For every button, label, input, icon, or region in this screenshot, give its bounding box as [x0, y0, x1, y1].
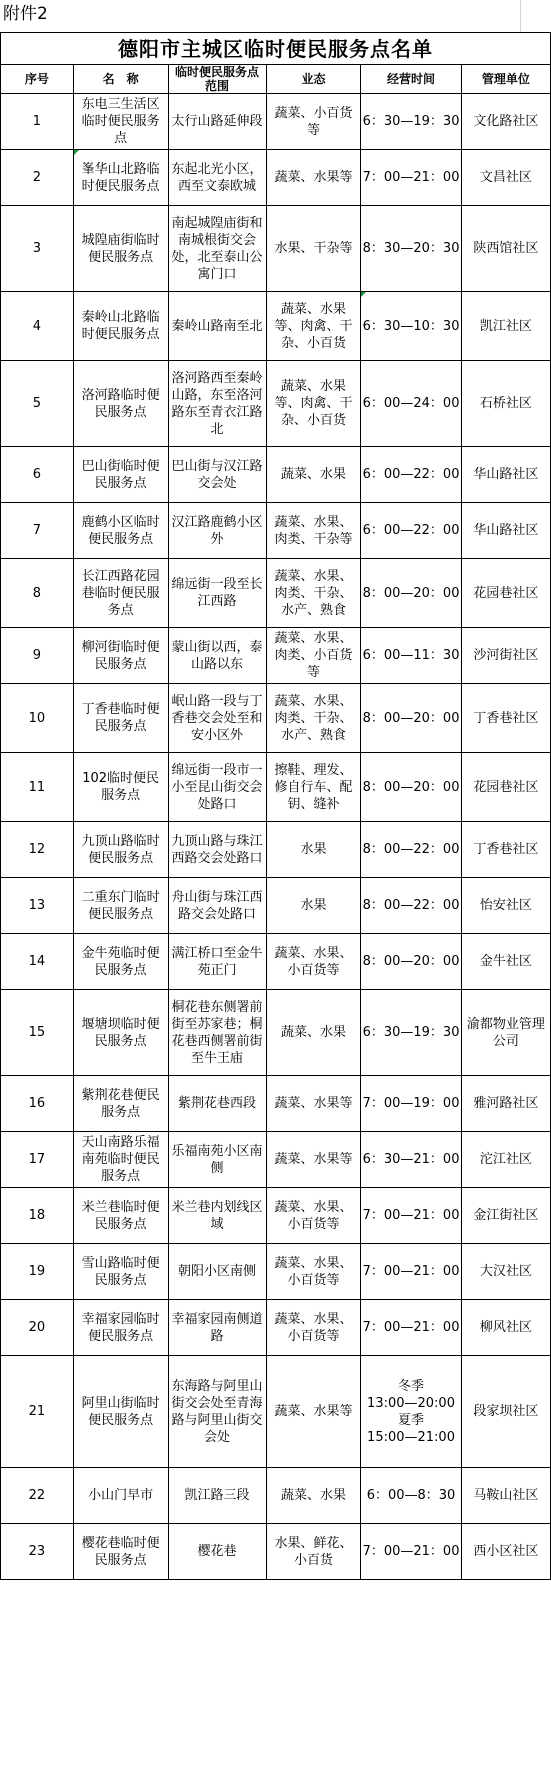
cell-name: 巴山街临时便民服务点	[73, 447, 168, 503]
table-row	[1, 878, 551, 934]
spreadsheet-gridline	[520, 0, 551, 32]
cell-range: 绵远街一段市一小至昆山街交会处路口	[168, 753, 266, 822]
cell-unit: 花园巷社区	[461, 559, 550, 628]
cell-hours: 7：00—21：00	[361, 150, 461, 206]
cell-business: 蔬菜、水果、肉类、小百货等	[266, 628, 361, 684]
cell-no: 7	[1, 503, 74, 559]
table-row	[1, 1524, 551, 1580]
cell-business: 蔬菜、水果、小百货等	[266, 1244, 361, 1300]
cell-hours: 7：00—21：00	[361, 1300, 461, 1356]
cell-unit: 沙河街社区	[461, 628, 550, 684]
cell-hours: 7：00—19：00	[361, 1076, 461, 1132]
cell-unit: 丁香巷社区	[461, 684, 550, 753]
cell-hours: 6：00—24：00	[361, 361, 461, 447]
attachment-label: 附件2	[3, 4, 48, 24]
cell-business: 水果、鲜花、小百货	[266, 1524, 361, 1580]
header-row	[1, 65, 551, 94]
cell-range: 绵远街一段至长江西路	[168, 559, 266, 628]
cell-unit: 华山路社区	[461, 503, 550, 559]
cell-business: 蔬菜、水果等	[266, 1132, 361, 1188]
cell-range: 蒙山街以西，泰山路以东	[168, 628, 266, 684]
cell-hours: 6：00—22：00	[361, 503, 461, 559]
cell-hours: 8：00—20：00	[361, 934, 461, 990]
header-unit: 管理单位	[461, 65, 550, 94]
table-row	[1, 1076, 551, 1132]
cell-range: 紫荆花巷西段	[168, 1076, 266, 1132]
cell-business: 蔬菜、水果	[266, 990, 361, 1076]
table-row	[1, 822, 551, 878]
table-row	[1, 1468, 551, 1524]
cell-business: 水果、干杂等	[266, 206, 361, 292]
cell-business: 蔬菜、小百货等	[266, 94, 361, 150]
cell-name: 洛河路临时便民服务点	[73, 361, 168, 447]
cell-business: 蔬菜、水果、肉类、干杂、水产、熟食	[266, 559, 361, 628]
cell-unit: 金江街社区	[461, 1188, 550, 1244]
cell-range: 东起北光小区，西至文泰欧城	[168, 150, 266, 206]
cell-name: 幸福家园临时便民服务点	[73, 1300, 168, 1356]
header-no: 序号	[1, 65, 74, 94]
cell-hours: 6：30—10：30	[361, 292, 461, 361]
cell-business: 蔬菜、水果等	[266, 1356, 361, 1468]
cell-no: 8	[1, 559, 74, 628]
cell-unit: 花园巷社区	[461, 753, 550, 822]
cell-range: 幸福家园南侧道路	[168, 1300, 266, 1356]
table-row	[1, 1188, 551, 1244]
cell-business: 蔬菜、水果	[266, 1468, 361, 1524]
cell-name: 峯华山北路临时便民服务点	[73, 150, 168, 206]
cell-hours: 6：30—19：30	[361, 990, 461, 1076]
cell-hours: 6：30—21：00	[361, 1132, 461, 1188]
header-hours: 经营时间	[361, 65, 461, 94]
cell-no: 3	[1, 206, 74, 292]
cell-range: 东海路与阿里山街交会处至青海路与阿里山街交会处	[168, 1356, 266, 1468]
cell-unit: 丁香巷社区	[461, 822, 550, 878]
table-row	[1, 1356, 551, 1468]
header-name: 名 称	[73, 65, 168, 94]
cell-no: 10	[1, 684, 74, 753]
cell-name: 紫荆花巷便民服务点	[73, 1076, 168, 1132]
cell-unit: 段家坝社区	[461, 1356, 550, 1468]
cell-name: 天山南路乐福南苑临时便民服务点	[73, 1132, 168, 1188]
hours-line: 夏季	[398, 1412, 425, 1428]
cell-hours: 8：30—20：30	[361, 206, 461, 292]
cell-no: 12	[1, 822, 74, 878]
cell-business: 蔬菜、水果等	[266, 150, 361, 206]
table-row	[1, 503, 551, 559]
cell-range: 朝阳小区南侧	[168, 1244, 266, 1300]
table-row	[1, 94, 551, 150]
cell-name: 小山门早市	[73, 1468, 168, 1524]
cell-name: 东电三生活区临时便民服务点	[73, 94, 168, 150]
cell-business: 蔬菜、水果、肉类、干杂、水产、熟食	[266, 684, 361, 753]
cell-name: 柳河街临时便民服务点	[73, 628, 168, 684]
cell-no: 19	[1, 1244, 74, 1300]
cell-range: 满江桥口至金牛苑正门	[168, 934, 266, 990]
cell-business: 水果	[266, 878, 361, 934]
cell-range: 凯江路三段	[168, 1468, 266, 1524]
cell-no: 21	[1, 1356, 74, 1468]
table-body	[1, 94, 551, 1580]
cell-range: 洛河路西至秦岭山路，东至洛河路东至青衣江路北	[168, 361, 266, 447]
cell-hours: 8：00—22：00	[361, 878, 461, 934]
cell-no: 22	[1, 1468, 74, 1524]
table-row	[1, 684, 551, 753]
cell-unit: 渝都物业管理公司	[461, 990, 550, 1076]
cell-unit: 文昌社区	[461, 150, 550, 206]
cell-no: 17	[1, 1132, 74, 1188]
cell-unit: 凯江社区	[461, 292, 550, 361]
cell-name: 樱花巷临时便民服务点	[73, 1524, 168, 1580]
cell-range: 桐花巷东侧署前街至苏家巷；桐花巷西侧署前街至牛王庙	[168, 990, 266, 1076]
header-range: 临时便民服务点范围	[168, 65, 266, 94]
hours-line: 15:00—21:00	[367, 1429, 455, 1445]
cell-business: 蔬菜、水果、小百货等	[266, 934, 361, 990]
cell-hours: 6：00—11：30	[361, 628, 461, 684]
cell-range: 舟山街与珠江西路交会处路口	[168, 878, 266, 934]
table-title: 德阳市主城区临时便民服务点名单	[1, 33, 551, 65]
cell-unit: 文化路社区	[461, 94, 550, 150]
cell-hours: 8：00—20：00	[361, 753, 461, 822]
cell-hours	[361, 1356, 461, 1468]
cell-range: 樱花巷	[168, 1524, 266, 1580]
table-row	[1, 934, 551, 990]
cell-name: 金牛苑临时便民服务点	[73, 934, 168, 990]
cell-no: 15	[1, 990, 74, 1076]
cell-no: 23	[1, 1524, 74, 1580]
cell-name: 城隍庙街临时便民服务点	[73, 206, 168, 292]
cell-range: 岷山路一段与丁香巷交会处至和安小区外	[168, 684, 266, 753]
cell-business: 水果	[266, 822, 361, 878]
cell-no: 4	[1, 292, 74, 361]
table-row	[1, 206, 551, 292]
cell-unit: 沱江社区	[461, 1132, 550, 1188]
cell-unit: 怡安社区	[461, 878, 550, 934]
cell-hours: 7：00—21：00	[361, 1524, 461, 1580]
cell-no: 13	[1, 878, 74, 934]
cell-hours: 6：00—22：00	[361, 447, 461, 503]
cell-business: 蔬菜、水果等、肉禽、干杂、小百货	[266, 292, 361, 361]
cell-no: 16	[1, 1076, 74, 1132]
table-row	[1, 1132, 551, 1188]
hours-line: 13:00—20:00	[367, 1395, 455, 1411]
table-row	[1, 990, 551, 1076]
cell-business: 蔬菜、水果、肉类、干杂等	[266, 503, 361, 559]
cell-unit: 西小区社区	[461, 1524, 550, 1580]
cell-unit: 石桥社区	[461, 361, 550, 447]
cell-no: 11	[1, 753, 74, 822]
cell-no: 2	[1, 150, 74, 206]
cell-no: 14	[1, 934, 74, 990]
cell-no: 1	[1, 94, 74, 150]
cell-range: 巴山街与汉江路交会处	[168, 447, 266, 503]
cell-unit: 马鞍山社区	[461, 1468, 550, 1524]
cell-range: 南起城隍庙街和南城根街交会处，北至泰山公寓门口	[168, 206, 266, 292]
hours-line: 冬季	[398, 1378, 425, 1394]
cell-unit: 金牛社区	[461, 934, 550, 990]
cell-name: 阿里山街临时便民服务点	[73, 1356, 168, 1468]
header-business: 业态	[266, 65, 361, 94]
cell-no: 18	[1, 1188, 74, 1244]
cell-no: 6	[1, 447, 74, 503]
cell-hours: 6：30—19：30	[361, 94, 461, 150]
table-row	[1, 628, 551, 684]
service-point-table	[0, 32, 551, 1580]
cell-range: 汉江路鹿鹤小区外	[168, 503, 266, 559]
table-row	[1, 361, 551, 447]
cell-hours: 8：00—20：00	[361, 559, 461, 628]
cell-hours: 7：00—21：00	[361, 1188, 461, 1244]
cell-business: 蔬菜、水果	[266, 447, 361, 503]
table-row	[1, 1300, 551, 1356]
table-row	[1, 292, 551, 361]
cell-unit: 雅河路社区	[461, 1076, 550, 1132]
cell-name: 米兰巷临时便民服务点	[73, 1188, 168, 1244]
cell-unit: 大汉社区	[461, 1244, 550, 1300]
cell-name: 102临时便民服务点	[73, 753, 168, 822]
cell-business: 擦鞋、理发、修自行车、配钥、缝补	[266, 753, 361, 822]
cell-name: 鹿鹤小区临时便民服务点	[73, 503, 168, 559]
cell-range: 秦岭山路南至北	[168, 292, 266, 361]
cell-name: 二重东门临时便民服务点	[73, 878, 168, 934]
cell-business: 蔬菜、水果、小百货等	[266, 1300, 361, 1356]
table-row	[1, 1244, 551, 1300]
table-row	[1, 559, 551, 628]
cell-name: 雪山路临时便民服务点	[73, 1244, 168, 1300]
cell-unit: 柳风社区	[461, 1300, 550, 1356]
table-row	[1, 150, 551, 206]
cell-range: 九顶山路与珠江西路交会处路口	[168, 822, 266, 878]
cell-range: 太行山路延伸段	[168, 94, 266, 150]
cell-no: 20	[1, 1300, 74, 1356]
cell-range: 米兰巷内划线区域	[168, 1188, 266, 1244]
cell-business: 蔬菜、水果等、肉禽、干杂、小百货	[266, 361, 361, 447]
cell-no: 9	[1, 628, 74, 684]
cell-unit: 华山路社区	[461, 447, 550, 503]
cell-name: 九顶山路临时便民服务点	[73, 822, 168, 878]
cell-no: 5	[1, 361, 74, 447]
cell-name: 丁香巷临时便民服务点	[73, 684, 168, 753]
cell-hours: 8：00—22：00	[361, 822, 461, 878]
cell-hours: 6：00—8：30	[361, 1468, 461, 1524]
table-row	[1, 753, 551, 822]
cell-business: 蔬菜、水果等	[266, 1076, 361, 1132]
cell-hours: 8：00—20：00	[361, 684, 461, 753]
cell-name: 秦岭山北路临时便民服务点	[73, 292, 168, 361]
cell-name: 长江西路花园巷临时便民服务点	[73, 559, 168, 628]
cell-unit: 陕西馆社区	[461, 206, 550, 292]
cell-business: 蔬菜、水果、小百货等	[266, 1188, 361, 1244]
table-row	[1, 447, 551, 503]
cell-range: 乐福南苑小区南侧	[168, 1132, 266, 1188]
cell-hours: 7：00—21：00	[361, 1244, 461, 1300]
cell-name: 堰塘坝临时便民服务点	[73, 990, 168, 1076]
